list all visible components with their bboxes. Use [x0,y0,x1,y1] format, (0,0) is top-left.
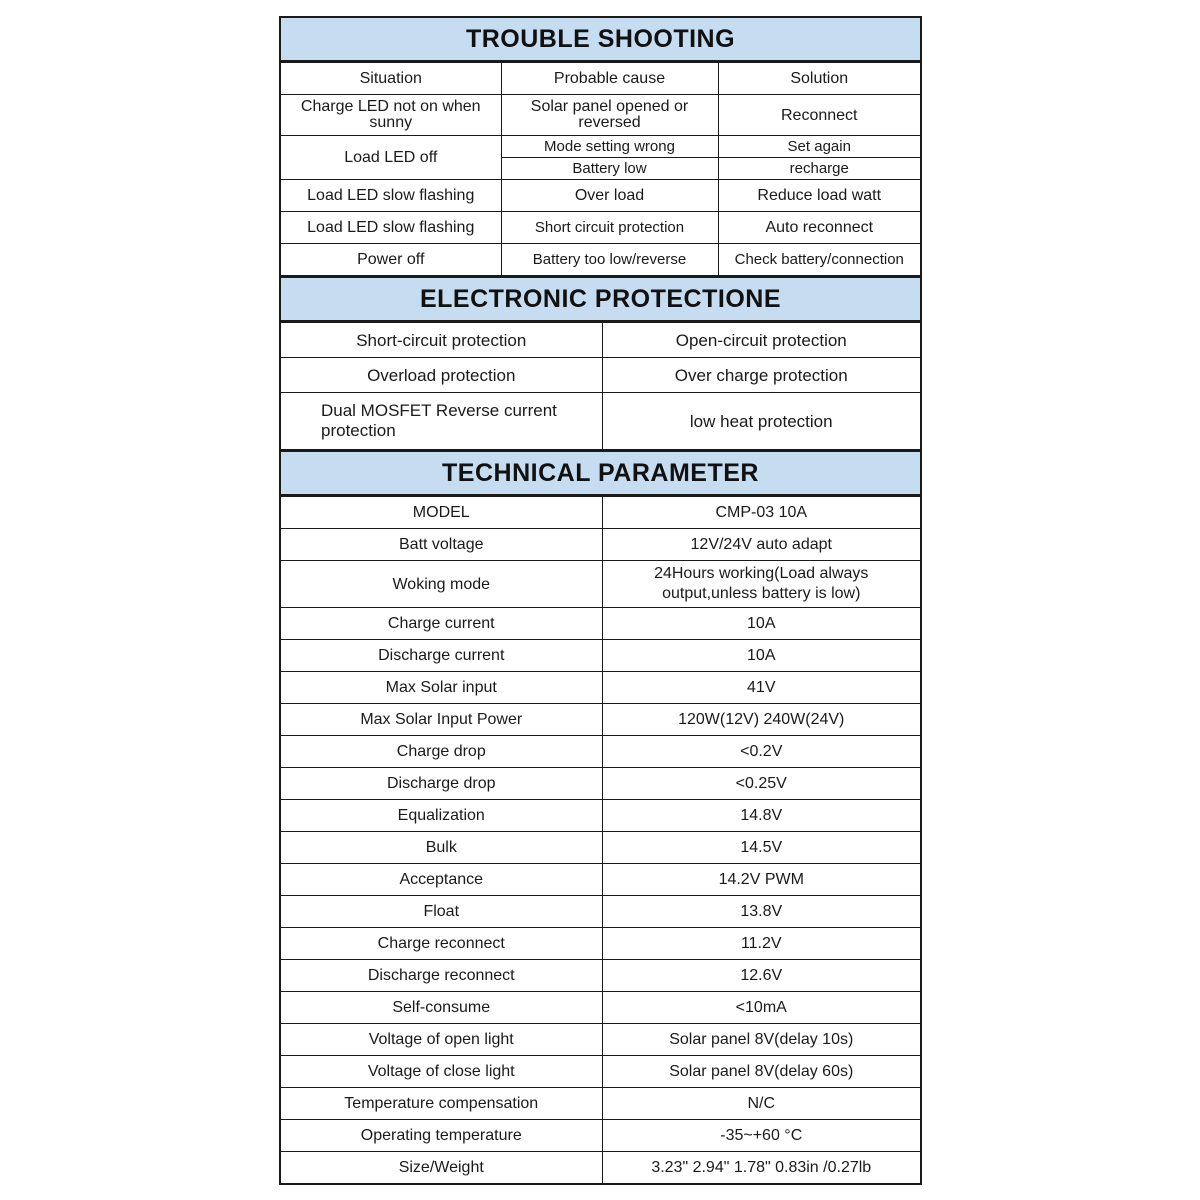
parameter-name: MODEL [281,497,602,529]
parameter-value: 10A [602,640,920,672]
parameter-value: 10A [602,608,920,640]
parameter-value: 12V/24V auto adapt [602,529,920,561]
protection-cell: Short-circuit protection [281,323,602,358]
table-row [281,768,920,800]
table-row [281,1152,920,1184]
solution-cell: recharge [718,158,920,180]
table-row [281,960,920,992]
parameter-name: Voltage of close light [281,1056,602,1088]
table-row [281,672,920,704]
parameter-name: Self-consume [281,992,602,1024]
table-row [281,393,920,450]
parameter-name: Temperature compensation [281,1088,602,1120]
parameter-value: 24Hours working(Load always output,unless battery is low) [602,561,920,608]
table-row [281,736,920,768]
situation-cell: Load LED off [281,136,501,180]
parameter-name: Voltage of open light [281,1024,602,1056]
parameter-value: Solar panel 8V(delay 10s) [602,1024,920,1056]
protection-cell: Over charge protection [602,358,920,393]
table-row [281,136,920,158]
parameter-value: 120W(12V) 240W(24V) [602,704,920,736]
parameter-name: Woking mode [281,561,602,608]
parameter-name: Equalization [281,800,602,832]
parameter-name: Size/Weight [281,1152,602,1184]
table-row [281,95,920,136]
table-row [281,928,920,960]
parameter-value: <10mA [602,992,920,1024]
table-row [281,640,920,672]
table-row [281,561,920,608]
table-row [281,1088,920,1120]
table-row [281,704,920,736]
table-row [281,832,920,864]
cause-cell: Over load [501,180,718,212]
situation-cell: Power off [281,244,501,276]
parameter-value: 41V [602,672,920,704]
parameter-value: CMP-03 10A [602,497,920,529]
protection-cell: Dual MOSFET Reverse current protection [281,393,602,450]
table-row [281,1056,920,1088]
parameter-name: Max Solar Input Power [281,704,602,736]
parameter-value: 12.6V [602,960,920,992]
parameter-value: 14.2V PWM [602,864,920,896]
protection-cell: low heat protection [602,393,920,450]
table-row [281,896,920,928]
cause-cell: Solar panel opened or reversed [501,95,718,136]
cause-cell: Mode setting wrong [501,136,718,158]
solution-cell: Reconnect [718,95,920,136]
parameter-name: Discharge drop [281,768,602,800]
parameter-name: Charge drop [281,736,602,768]
parameter-value: 14.8V [602,800,920,832]
parameters-title: TECHNICAL PARAMETER [281,450,920,496]
parameter-name: Operating temperature [281,1120,602,1152]
table-row [281,497,920,529]
parameter-value: 13.8V [602,896,920,928]
parameter-name: Acceptance [281,864,602,896]
parameter-name: Float [281,896,602,928]
table-row [281,358,920,393]
table-row [281,529,920,561]
table-row [281,1024,920,1056]
table-row [281,180,920,212]
parameter-name: Bulk [281,832,602,864]
table-row [281,992,920,1024]
spec-sheet [279,16,922,1185]
parameters-table [281,496,920,1183]
parameter-value: -35~+60 °C [602,1120,920,1152]
parameter-value: 14.5V [602,832,920,864]
cause-cell: Battery low [501,158,718,180]
parameter-name: Charge current [281,608,602,640]
protection-cell: Overload protection [281,358,602,393]
solution-cell: Auto reconnect [718,212,920,244]
table-row [281,323,920,358]
cause-cell: Battery too low/reverse [501,244,718,276]
troubleshooting-table [281,62,920,276]
situation-cell: Charge LED not on when sunny [281,95,501,136]
table-row [281,244,920,276]
solution-cell: Reduce load watt [718,180,920,212]
protection-table [281,322,920,450]
table-row [281,800,920,832]
table-row [281,1120,920,1152]
parameter-name: Batt voltage [281,529,602,561]
parameter-name: Max Solar input [281,672,602,704]
header-situation: Situation [281,63,501,95]
protection-title: ELECTRONIC PROTECTIONE [281,276,920,322]
solution-cell: Set again [718,136,920,158]
troubleshooting-title: TROUBLE SHOOTING [281,18,920,62]
parameter-name: Discharge current [281,640,602,672]
parameter-value: 3.23" 2.94" 1.78" 0.83in /0.27lb [602,1152,920,1184]
protection-cell: Open-circuit protection [602,323,920,358]
parameter-name: Discharge reconnect [281,960,602,992]
header-solution: Solution [718,63,920,95]
parameter-value: Solar panel 8V(delay 60s) [602,1056,920,1088]
header-cause: Probable cause [501,63,718,95]
parameter-value: N/C [602,1088,920,1120]
parameter-value: 11.2V [602,928,920,960]
table-row [281,608,920,640]
parameter-value: <0.25V [602,768,920,800]
table-row [281,212,920,244]
troubleshooting-header-row [281,63,920,95]
cause-cell: Short circuit protection [501,212,718,244]
situation-cell: Load LED slow flashing [281,212,501,244]
table-row [281,864,920,896]
situation-cell: Load LED slow flashing [281,180,501,212]
parameter-value: <0.2V [602,736,920,768]
parameter-name: Charge reconnect [281,928,602,960]
solution-cell: Check battery/connection [718,244,920,276]
